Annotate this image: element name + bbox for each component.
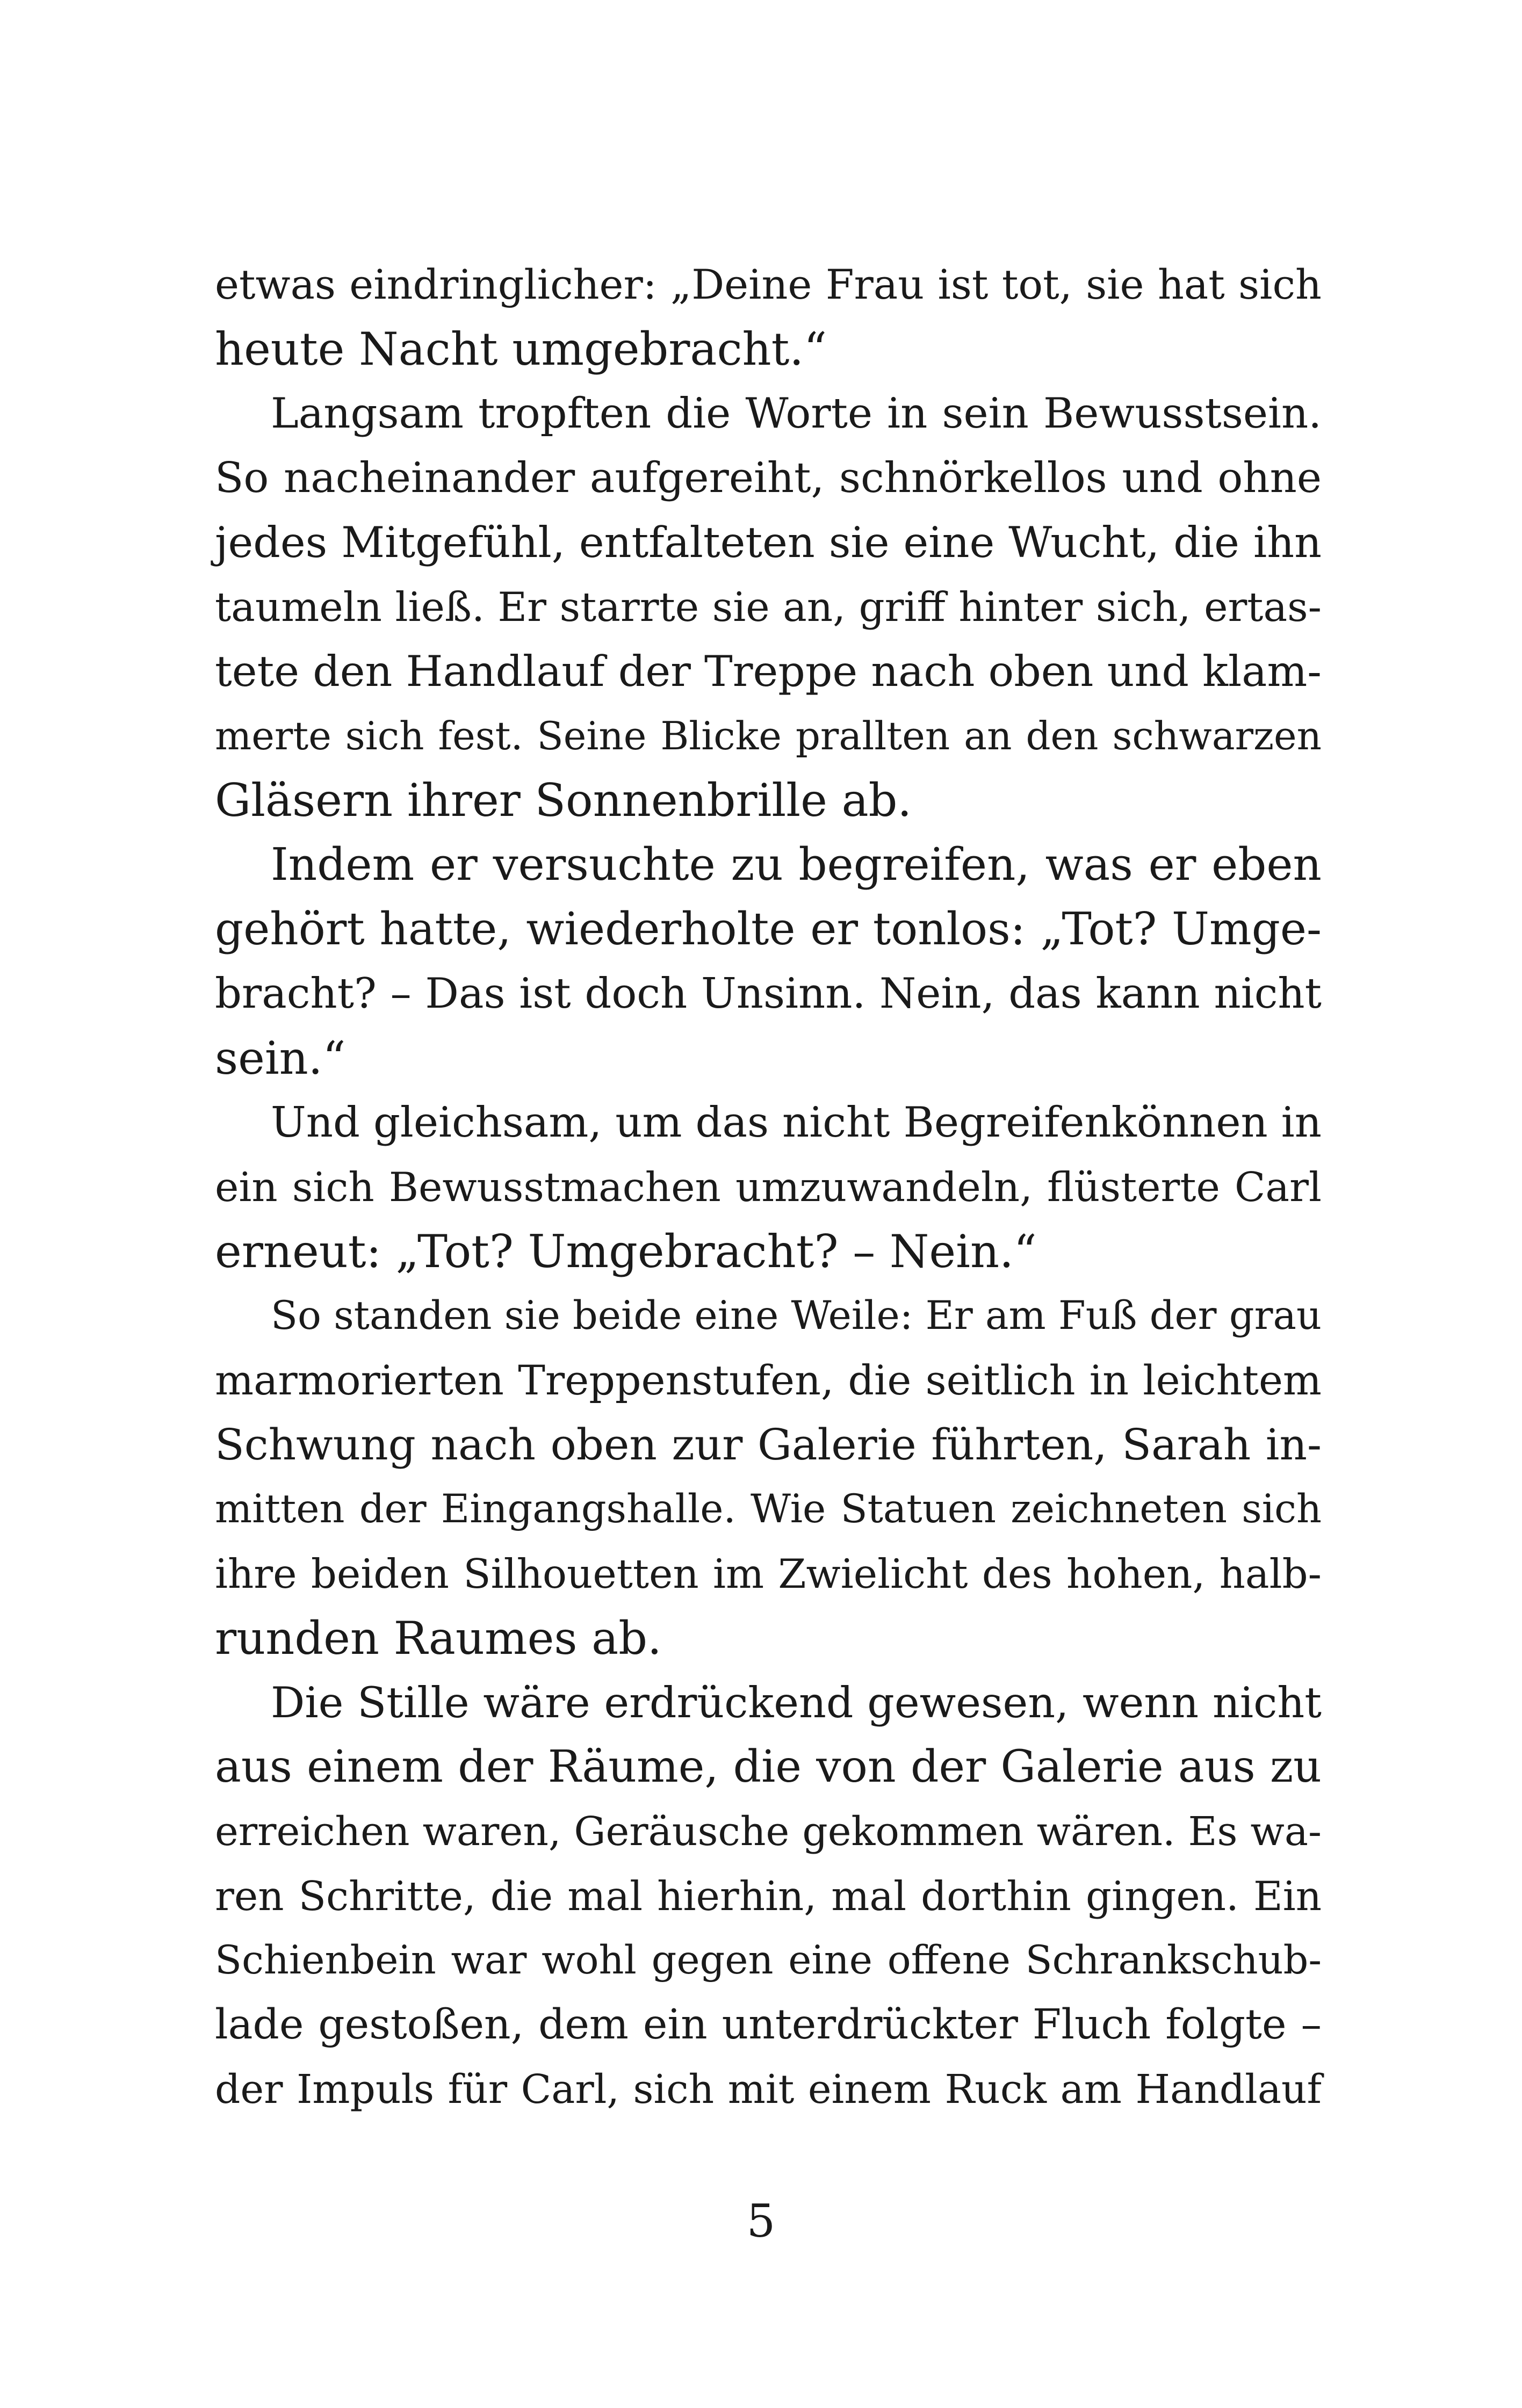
text-line: der Impuls für Carl, sich mit einem Ruck am Handlauf (215, 2066, 1322, 2113)
text-line: ein sich Bewusstmachen umzuwandeln, flüsterte Carl (215, 1163, 1322, 1211)
text-line: erreichen waren, Geräusche gekommen wären. Es wa- (215, 1809, 1322, 1855)
paragraph-first-line: Langsam tropften die Worte in sein Bewusstsein. (271, 389, 1322, 438)
paragraph-first-line: Die Stille wäre erdrückend gewesen, wenn nicht (271, 1678, 1322, 1727)
text-line: Schienbein war wohl gegen eine offene Schrankschub- (215, 1937, 1322, 1983)
text-line: bracht? – Das ist doch Unsinn. Nein, das kann nicht (215, 970, 1322, 1018)
text-line: Gläsern ihrer Sonnenbrille ab. (215, 774, 912, 827)
text-line: ren Schritte, die mal hierhin, mal dorthin gingen. Ein (215, 1872, 1322, 1920)
text-line: gehört hatte, wiederholte er tonlos: „Tot? Umge- (215, 903, 1322, 955)
paragraph-first-line: Indem er versuchte zu begreifen, was er eben (271, 838, 1322, 891)
text-line: etwas eindringlicher: „Deine Frau ist tot, sie hat sich (215, 261, 1322, 308)
paragraph-first-line: Und gleichsam, um das nicht Begreifenkönnen in (271, 1098, 1322, 1147)
text-line: lade gestoßen, dem ein unterdrückter Fluch folgte – (215, 2001, 1322, 2049)
text-line: erneut: „Tot? Umgebracht? – Nein.“ (215, 1225, 1037, 1278)
paragraph-first-line: So standen sie beide eine Weile: Er am Fuß der grau (271, 1293, 1322, 1339)
body-text (215, 252, 1322, 2122)
text-line: Schwung nach oben zur Galerie führten, Sarah in- (215, 1420, 1322, 1470)
text-line: jedes Mitgefühl, entfalteten sie eine Wucht, die ihn (215, 518, 1322, 567)
text-line: ihre beiden Silhouetten im Zwielicht des hohen, halb- (215, 1550, 1322, 1597)
text-line: So nacheinander aufgereiht, schnörkellos und ohne (215, 454, 1322, 502)
text-line: aus einem der Räume, die von der Galerie aus zu (215, 1741, 1322, 1792)
text-line: merte sich fest. Seine Blicke prallten an den schwarzen (215, 713, 1322, 758)
page-number: 5 (746, 2195, 776, 2247)
text-line: mitten der Eingangshalle. Wie Statuen zeichneten sich (215, 1486, 1322, 1532)
text-line: sein.“ (215, 1032, 346, 1084)
text-line: heute Nacht umgebracht.“ (215, 323, 827, 375)
text-line: tete den Handlauf der Treppe nach oben und klam- (215, 647, 1322, 696)
text-line: taumeln ließ. Er starrte sie an, griff hinter sich, ertas- (215, 583, 1322, 631)
text-line: marmorierten Treppenstufen, die seitlich in leichtem (215, 1356, 1322, 1404)
text-line: runden Raumes ab. (215, 1612, 662, 1665)
